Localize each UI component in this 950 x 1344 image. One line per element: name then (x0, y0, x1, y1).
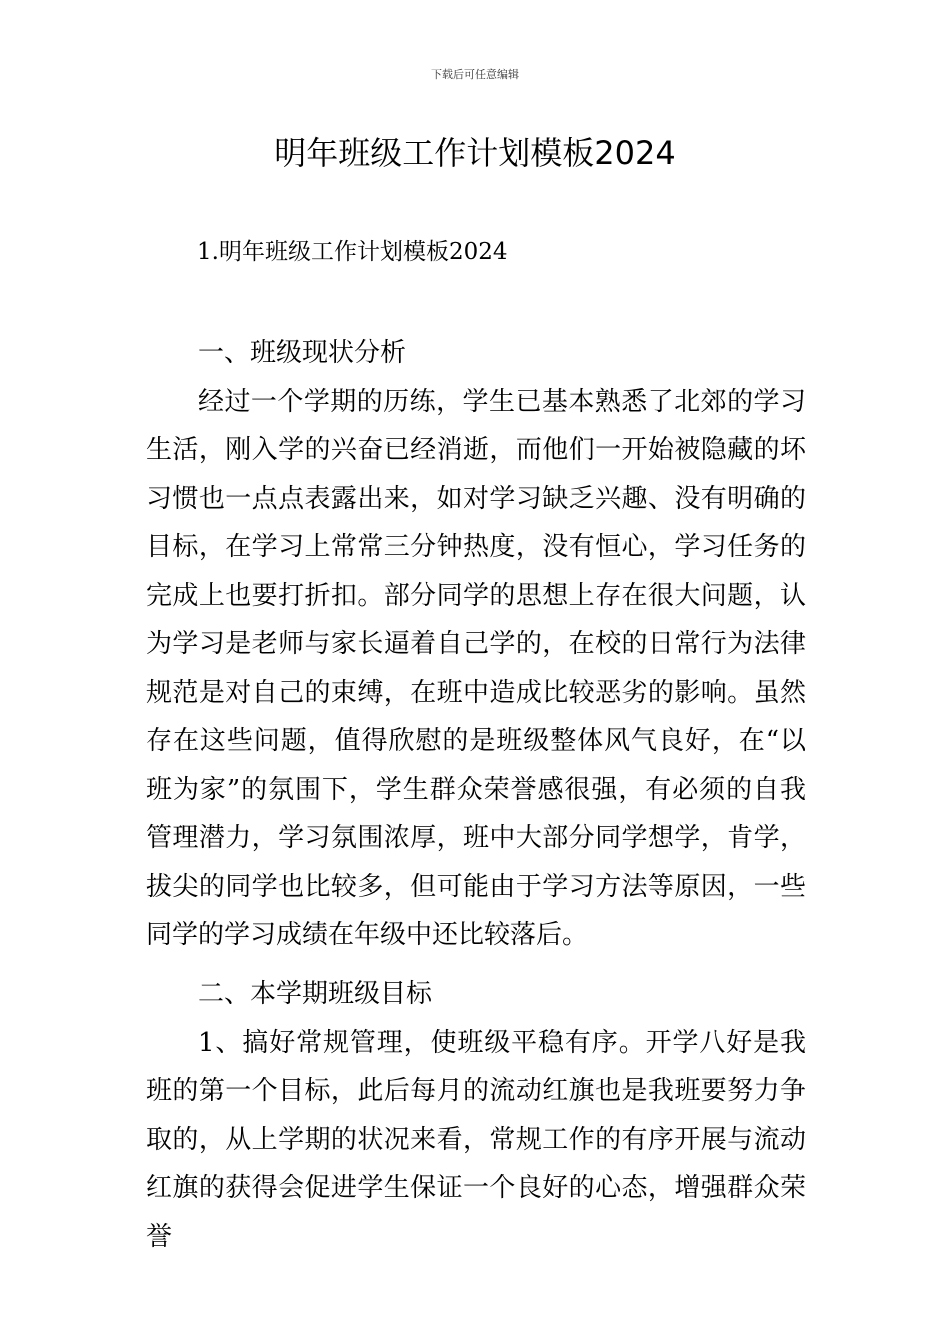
section-goals (146, 970, 806, 1261)
section-heading: 一、班级现状分析 (198, 338, 407, 368)
section-paragraph: 1、搞好常规管理，使班级平稳有序。开学八好是我班的第一个目标，此后每月的流动红旗也是我班要努力争取的，从上学期的状况来看，常规工作的有序开展与流动红旗的获得会促进学生保证一个良好的心态，增强群众荣誉 (146, 1027, 806, 1252)
section-analysis (146, 329, 806, 960)
section-heading: 二、本学期班级目标 (198, 979, 433, 1009)
document-title: 明年班级工作计划模板2024 (274, 134, 676, 172)
header-note: 下载后可任意编辑 (431, 68, 519, 81)
section-reference: 1.明年班级工作计划模板2024 (197, 239, 508, 265)
section-paragraph: 经过一个学期的历练，学生已基本熟悉了北郊的学习生活，刚入学的兴奋已经消逝，而他们一开始被隐藏的坏习惯也一点点表露出来，如对学习缺乏兴趣、没有明确的目标，在学习上常常三分钟热度，没有恒心，学习任务的完成上也要打折扣。部分同学的思想上存在很大问题，认为学习是老师与家长逼着自己学的，在校的日常行为法律规范是对自己的束缚，在班中造成比较恶劣的影响。虽然存在这些问题，值得欣慰的是班级整体风气良好，在“以班为家”的氛围下，学生群众荣誉感很强，有必须的自我管理潜力，学习氛围浓厚，班中大部分同学想学，肯学，拔尖的同学也比较多，但可能由于学习方法等原因，一些同学的学习成绩在年级中还比较落后。 (146, 386, 806, 950)
